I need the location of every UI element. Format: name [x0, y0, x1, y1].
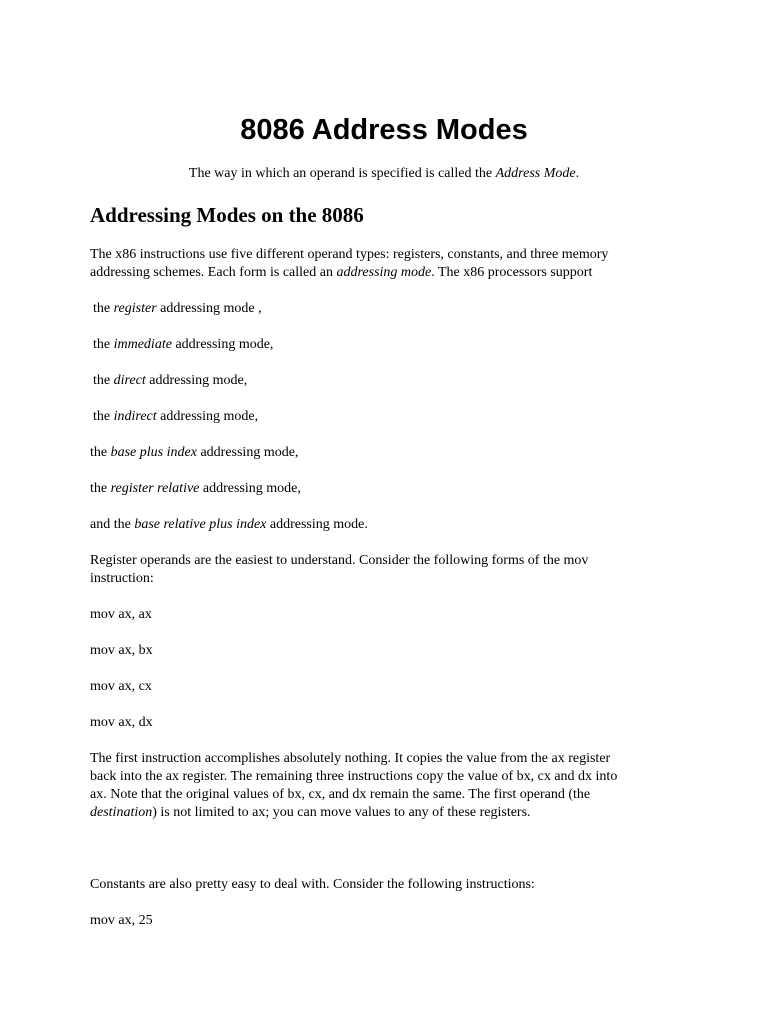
intro-emphasis: Address Mode: [495, 166, 576, 181]
mode-item-emphasis: base plus index: [110, 445, 197, 460]
paragraph-line: The x86 instructions use five different operand types: registers, constants, and three memory: [90, 247, 609, 262]
paragraph-line: addressing schemes. Each form is called an: [90, 265, 337, 280]
code-line: mov ax, bx: [90, 643, 153, 658]
mode-item-emphasis: direct: [113, 373, 146, 388]
mode-item-emphasis: immediate: [113, 337, 172, 352]
code-line: mov ax, dx: [90, 715, 153, 730]
mode-item: [93, 372, 693, 390]
paragraph-line: back into the ax register. The remaining three instructions copy the value of bx, cx and dx into: [90, 769, 618, 784]
mode-item-text: the: [93, 337, 114, 352]
paragraph-emphasis: addressing mode: [336, 265, 432, 280]
page-title: 8086 Address Modes: [240, 114, 528, 146]
paragraph-line: ) is not limited to ax; you can move values to any of these registers.: [152, 805, 531, 820]
paragraph-constants: Constants are also pretty easy to deal with. Consider the following instructions:: [90, 877, 535, 892]
mode-item-emphasis: register: [113, 301, 157, 316]
mode-item: [90, 480, 690, 498]
mode-item-emphasis: base relative plus index: [134, 517, 267, 532]
intro-text: The way in which an operand is specified is called the: [188, 166, 496, 181]
code-line: mov ax, ax: [90, 607, 152, 622]
mode-item-text: the: [93, 409, 114, 424]
mode-item-text: addressing mode,: [156, 409, 259, 424]
mode-item-text: the: [93, 373, 114, 388]
section-heading: Addressing Modes on the 8086: [90, 203, 364, 227]
mode-item-emphasis: register relative: [110, 481, 200, 496]
mode-item: [93, 336, 693, 354]
code-line: mov ax, 25: [90, 913, 153, 928]
mode-item: [90, 516, 690, 534]
mode-item-text: addressing mode,: [145, 373, 248, 388]
mode-item: [93, 300, 693, 318]
intro-paragraph: [0, 164, 768, 184]
paragraph-register-operands: [90, 552, 690, 588]
mode-item-text: the: [93, 301, 114, 316]
mode-item-text: and the: [90, 517, 135, 532]
mode-item-emphasis: indirect: [113, 409, 157, 424]
paragraph-explanation: [90, 750, 690, 822]
mode-item-text: addressing mode.: [266, 517, 368, 532]
mode-item: [90, 444, 690, 462]
mode-item-text: addressing mode,: [171, 337, 274, 352]
paragraph-line: . The x86 processors support: [431, 265, 593, 280]
paragraph-line: instruction:: [90, 571, 154, 586]
mode-item-text: addressing mode,: [196, 445, 299, 460]
paragraph-line: Register operands are the easiest to understand. Consider the following forms of the mov: [90, 553, 589, 568]
mode-item: [93, 408, 693, 426]
code-line: mov ax, cx: [90, 679, 152, 694]
mode-item-text: the: [90, 445, 111, 460]
paragraph-line: ax. Note that the original values of bx, cx, and dx remain the same. The first operand (the: [90, 787, 591, 802]
paragraph-emphasis: destination: [90, 805, 153, 820]
mode-item-text: the: [90, 481, 111, 496]
intro-end: .: [575, 166, 580, 181]
mode-item-text: addressing mode ,: [156, 301, 262, 316]
paragraph-line: The first instruction accomplishes absolutely nothing. It copies the value from the ax register: [90, 751, 611, 766]
mode-item-text: addressing mode,: [199, 481, 301, 496]
paragraph-operand-types: [90, 246, 690, 282]
